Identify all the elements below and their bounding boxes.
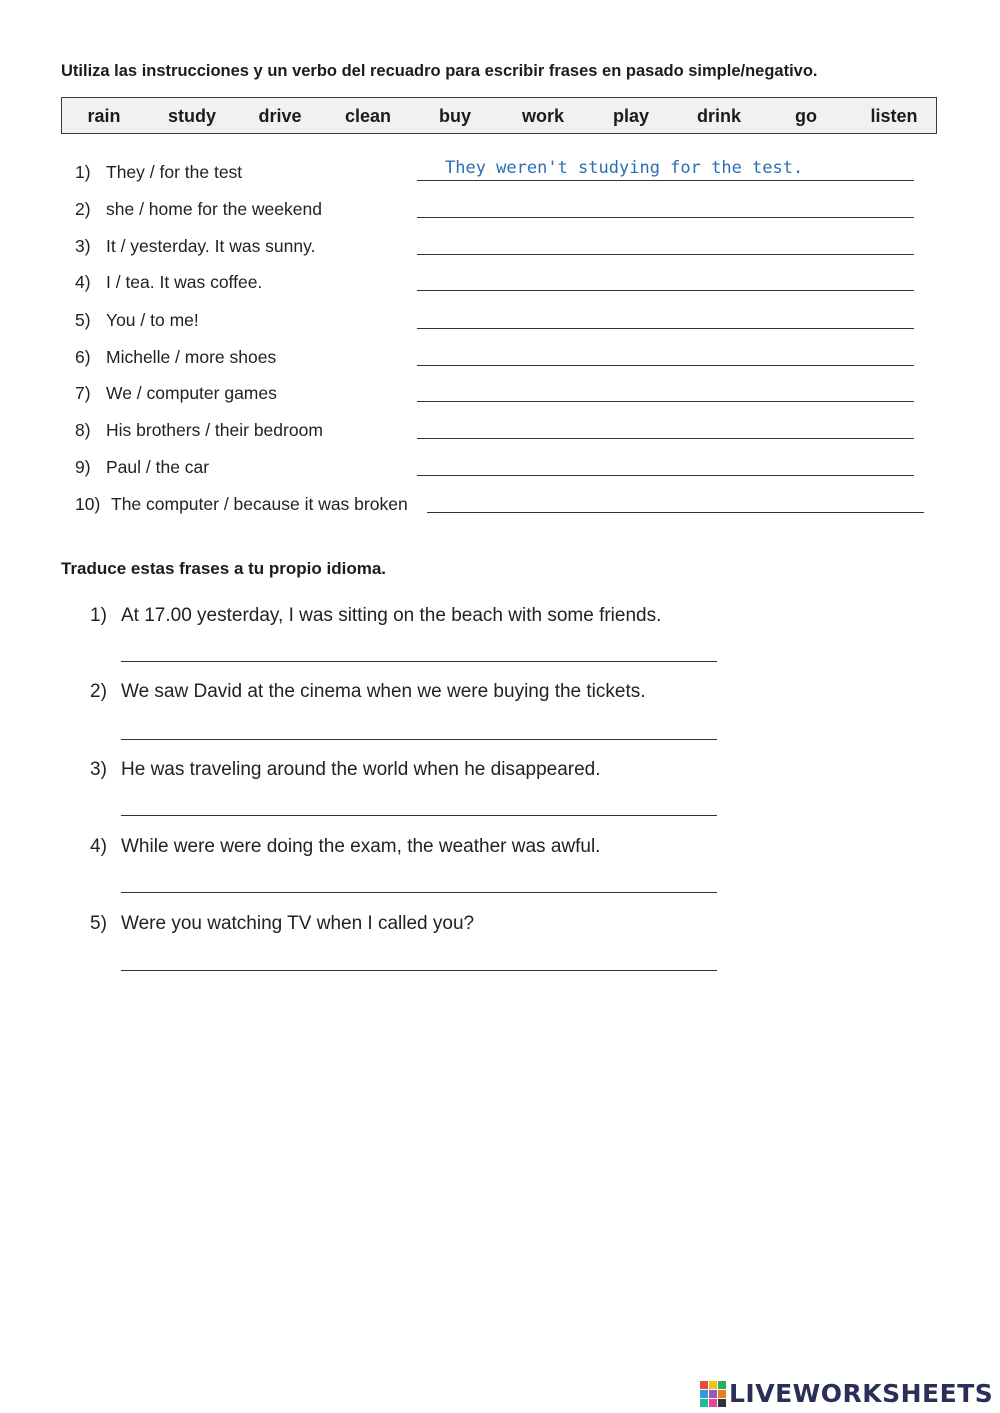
item-number: 8) bbox=[75, 420, 91, 440]
item-number: 3) bbox=[90, 759, 107, 780]
verb-word: drink bbox=[696, 106, 742, 126]
item-number: 2) bbox=[90, 681, 107, 702]
item-number: 9) bbox=[75, 457, 91, 477]
sentence-text: We saw David at the cinema when we were buying the tickets. bbox=[121, 681, 646, 702]
logo-square bbox=[700, 1399, 708, 1407]
logo-square bbox=[709, 1381, 717, 1389]
answer-line[interactable] bbox=[417, 475, 914, 476]
logo-square bbox=[718, 1390, 726, 1398]
answer-line[interactable] bbox=[417, 401, 914, 402]
answer-line[interactable] bbox=[417, 438, 914, 439]
item-number: 4) bbox=[90, 836, 107, 857]
sentence-text: While were were doing the exam, the weather was awful. bbox=[121, 836, 601, 857]
sentence-text: He was traveling around the world when he disappeared. bbox=[121, 759, 601, 780]
answer-line[interactable] bbox=[417, 290, 914, 291]
answer-line[interactable] bbox=[427, 512, 924, 513]
logo-square bbox=[709, 1390, 717, 1398]
logo-wordmark: LIVEWORKSHEETS bbox=[729, 1379, 994, 1408]
answer-line[interactable] bbox=[417, 254, 914, 255]
verb-word: rain bbox=[87, 106, 121, 126]
item-prompt: she / home for the weekend bbox=[106, 199, 322, 219]
exercise2-instruction: Traduce estas frases a tu propio idioma. bbox=[61, 559, 386, 578]
verb-word: play bbox=[612, 106, 650, 126]
liveworksheets-logo bbox=[700, 1379, 993, 1408]
item-number: 1) bbox=[90, 605, 107, 626]
logo-square bbox=[700, 1381, 708, 1389]
verb-word: clean bbox=[344, 106, 392, 126]
item-prompt: They / for the test bbox=[106, 162, 243, 182]
item-number: 10) bbox=[75, 494, 101, 514]
translation-line[interactable] bbox=[121, 739, 717, 740]
item-prompt: The computer / because it was broken bbox=[111, 494, 408, 514]
verb-word: work bbox=[521, 106, 565, 126]
item-prompt: Michelle / more shoes bbox=[106, 347, 277, 367]
logo-square bbox=[718, 1381, 726, 1389]
sentence-text: Were you watching TV when I called you? bbox=[121, 913, 475, 934]
logo-mark-icon bbox=[700, 1381, 726, 1407]
item-number: 1) bbox=[75, 162, 91, 182]
verb-word: go bbox=[795, 106, 817, 126]
item-number: 7) bbox=[75, 383, 91, 403]
item-number: 4) bbox=[75, 272, 91, 292]
item-prompt: It / yesterday. It was sunny. bbox=[106, 236, 316, 256]
logo-square bbox=[718, 1399, 726, 1407]
logo-square bbox=[700, 1390, 708, 1398]
verb-word: drive bbox=[258, 106, 302, 126]
item-prompt: I / tea. It was coffee. bbox=[106, 272, 263, 292]
answer-line[interactable] bbox=[417, 365, 914, 366]
translation-line[interactable] bbox=[121, 661, 717, 662]
item-prompt: Paul / the car bbox=[106, 457, 210, 477]
answer-text: They weren't studying for the test. bbox=[445, 158, 804, 178]
translation-line[interactable] bbox=[121, 970, 717, 971]
item-number: 5) bbox=[90, 913, 107, 934]
item-prompt: His brothers / their bedroom bbox=[106, 420, 323, 440]
logo-square bbox=[709, 1399, 717, 1407]
answer-line[interactable] bbox=[417, 180, 914, 181]
verb-word: buy bbox=[438, 106, 472, 126]
item-number: 3) bbox=[75, 236, 91, 256]
translation-line[interactable] bbox=[121, 892, 717, 893]
item-number: 6) bbox=[75, 347, 91, 367]
item-number: 2) bbox=[75, 199, 91, 219]
verb-word: listen bbox=[870, 106, 918, 126]
exercise1-instruction: Utiliza las instrucciones y un verbo del recuadro para escribir frases en pasado simple/negativo. bbox=[61, 62, 818, 80]
verb-word: study bbox=[167, 106, 217, 126]
sentence-text: At 17.00 yesterday, I was sitting on the beach with some friends. bbox=[121, 605, 662, 626]
item-prompt: We / computer games bbox=[106, 383, 277, 403]
translation-line[interactable] bbox=[121, 815, 717, 816]
item-number: 5) bbox=[75, 310, 91, 330]
answer-line[interactable] bbox=[417, 328, 914, 329]
answer-line[interactable] bbox=[417, 217, 914, 218]
item-prompt: You / to me! bbox=[106, 310, 199, 330]
